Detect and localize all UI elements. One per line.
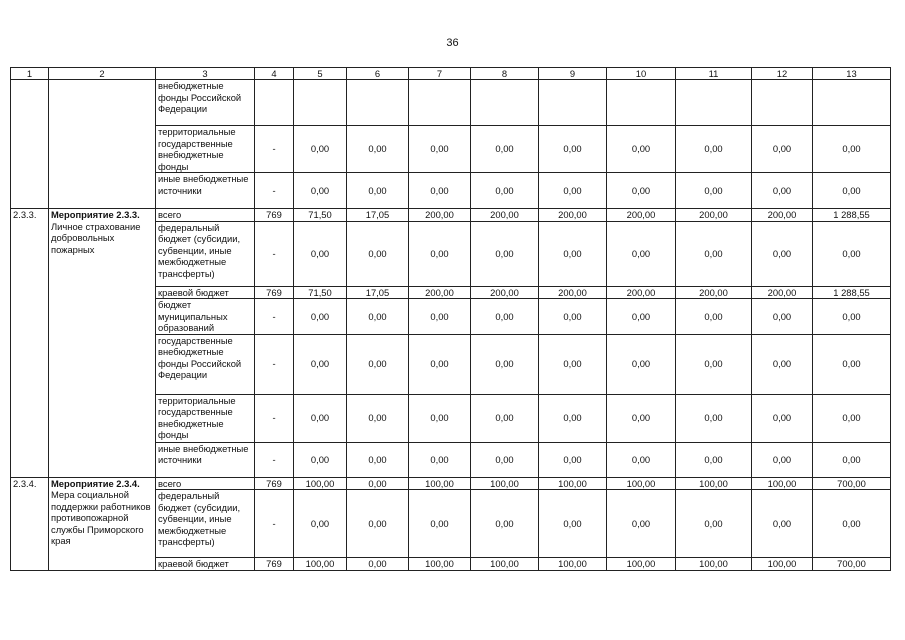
amount-cell: 0,00: [471, 126, 539, 173]
amount-cell: 0,00: [676, 126, 752, 173]
amount-cell: 0,00: [347, 477, 409, 490]
amount-cell: [294, 80, 347, 126]
funding-source: иные внебюджетные источники: [156, 442, 255, 477]
column-number-10: 10: [607, 68, 676, 80]
amount-cell: 0,00: [347, 558, 409, 571]
amount-cell: 200,00: [676, 286, 752, 299]
amount-cell: 0,00: [607, 299, 676, 335]
measure-code: 2.3.4.: [11, 477, 49, 570]
amount-cell: 0,00: [752, 442, 813, 477]
amount-cell: 100,00: [409, 477, 471, 490]
amount-cell: [539, 80, 607, 126]
amount-cell: [347, 80, 409, 126]
column-number-8: 8: [471, 68, 539, 80]
budget-code-cell: 769: [255, 286, 294, 299]
column-number-4: 4: [255, 68, 294, 80]
amount-cell: 100,00: [409, 558, 471, 571]
measure-title: Мероприятие 2.3.4.: [51, 477, 140, 489]
amount-cell: 0,00: [813, 442, 891, 477]
table-row: [11, 477, 891, 490]
amount-cell: 0,00: [471, 442, 539, 477]
amount-cell: [607, 80, 676, 126]
amount-cell: 200,00: [409, 209, 471, 222]
amount-cell: 0,00: [539, 221, 607, 286]
amount-cell: 0,00: [752, 173, 813, 209]
amount-cell: [471, 80, 539, 126]
amount-cell: 0,00: [539, 126, 607, 173]
measure-description: Личное страхование добровольных пожарных: [51, 220, 141, 255]
amount-cell: 0,00: [409, 442, 471, 477]
column-number-7: 7: [409, 68, 471, 80]
amount-cell: 0,00: [409, 490, 471, 558]
amount-cell: 0,00: [294, 490, 347, 558]
amount-cell: 0,00: [539, 299, 607, 335]
measure-code: [11, 80, 49, 209]
amount-cell: 100,00: [294, 558, 347, 571]
amount-cell: 0,00: [347, 394, 409, 442]
amount-cell: 0,00: [752, 126, 813, 173]
amount-cell: 0,00: [471, 173, 539, 209]
funding-source: внебюджетные фонды Российской Федерации: [156, 80, 255, 126]
amount-cell: 0,00: [409, 334, 471, 394]
column-number-2: 2: [49, 68, 156, 80]
amount-cell: 0,00: [752, 221, 813, 286]
amount-cell: 0,00: [409, 173, 471, 209]
amount-cell: 0,00: [471, 394, 539, 442]
budget-code-cell: -: [255, 442, 294, 477]
amount-cell: [752, 80, 813, 126]
amount-cell: 0,00: [752, 490, 813, 558]
amount-cell: 0,00: [347, 173, 409, 209]
amount-cell: 0,00: [347, 126, 409, 173]
amount-cell: 0,00: [607, 490, 676, 558]
funding-source: федеральный бюджет (субсидии, субвенции, иные межбюджетные трансферты): [156, 221, 255, 286]
amount-cell: 0,00: [539, 442, 607, 477]
funding-source: всего: [156, 477, 255, 490]
budget-code-cell: -: [255, 221, 294, 286]
funding-source: бюджет муниципальных образований: [156, 299, 255, 335]
amount-cell: 0,00: [409, 394, 471, 442]
amount-cell: 0,00: [539, 490, 607, 558]
amount-cell: 0,00: [347, 334, 409, 394]
amount-cell: 0,00: [676, 299, 752, 335]
amount-cell: 200,00: [607, 286, 676, 299]
funding-source: федеральный бюджет (субсидии, субвенции, иные межбюджетные трансферты): [156, 490, 255, 558]
amount-cell: [813, 80, 891, 126]
amount-cell: 17,05: [347, 209, 409, 222]
amount-cell: 200,00: [471, 209, 539, 222]
amount-cell: 100,00: [471, 558, 539, 571]
amount-cell: 200,00: [471, 286, 539, 299]
amount-cell: 0,00: [471, 490, 539, 558]
amount-cell: [676, 80, 752, 126]
amount-cell: 100,00: [294, 477, 347, 490]
amount-cell: 100,00: [676, 558, 752, 571]
amount-cell: 0,00: [752, 299, 813, 335]
amount-cell: 0,00: [347, 442, 409, 477]
amount-cell: 0,00: [607, 394, 676, 442]
column-number-9: 9: [539, 68, 607, 80]
amount-cell: 0,00: [471, 299, 539, 335]
column-number-1: 1: [11, 68, 49, 80]
amount-cell: 71,50: [294, 209, 347, 222]
budget-table: [10, 67, 891, 571]
amount-cell: 700,00: [813, 477, 891, 490]
budget-code-cell: -: [255, 173, 294, 209]
amount-cell: 0,00: [607, 221, 676, 286]
amount-cell: 200,00: [752, 209, 813, 222]
amount-cell: 0,00: [347, 221, 409, 286]
amount-cell: 0,00: [294, 442, 347, 477]
amount-cell: 100,00: [471, 477, 539, 490]
amount-cell: 0,00: [813, 334, 891, 394]
amount-cell: 100,00: [607, 477, 676, 490]
column-number-5: 5: [294, 68, 347, 80]
amount-cell: 0,00: [676, 442, 752, 477]
amount-cell: 0,00: [294, 126, 347, 173]
amount-cell: 100,00: [607, 558, 676, 571]
measure-name: [49, 209, 156, 478]
amount-cell: 0,00: [607, 442, 676, 477]
amount-cell: 100,00: [676, 477, 752, 490]
amount-cell: 0,00: [813, 394, 891, 442]
column-number-6: 6: [347, 68, 409, 80]
budget-code-cell: -: [255, 299, 294, 335]
amount-cell: 200,00: [539, 209, 607, 222]
amount-cell: 0,00: [752, 334, 813, 394]
budget-code-cell: -: [255, 394, 294, 442]
funding-source: краевой бюджет: [156, 558, 255, 571]
amount-cell: 1 288,55: [813, 286, 891, 299]
amount-cell: 0,00: [539, 334, 607, 394]
amount-cell: 200,00: [676, 209, 752, 222]
amount-cell: [409, 80, 471, 126]
amount-cell: 0,00: [294, 299, 347, 335]
amount-cell: 0,00: [752, 394, 813, 442]
funding-source: территориальные государственные внебюджетные фонды: [156, 394, 255, 442]
budget-code-cell: 769: [255, 477, 294, 490]
amount-cell: 0,00: [294, 221, 347, 286]
amount-cell: 200,00: [752, 286, 813, 299]
table-row: [11, 80, 891, 126]
amount-cell: 0,00: [347, 299, 409, 335]
measure-title: Мероприятие 2.3.3.: [51, 209, 140, 220]
column-number-11: 11: [676, 68, 752, 80]
amount-cell: 1 288,55: [813, 209, 891, 222]
amount-cell: 0,00: [347, 490, 409, 558]
amount-cell: 0,00: [607, 126, 676, 173]
column-number-row: [11, 68, 891, 80]
amount-cell: 100,00: [539, 558, 607, 571]
budget-code-cell: -: [255, 126, 294, 173]
budget-code-cell: -: [255, 490, 294, 558]
budget-code-cell: 769: [255, 209, 294, 222]
amount-cell: 0,00: [813, 126, 891, 173]
measure-name: [49, 80, 156, 209]
budget-code-cell: 769: [255, 558, 294, 571]
amount-cell: 100,00: [539, 477, 607, 490]
amount-cell: 100,00: [752, 558, 813, 571]
column-number-13: 13: [813, 68, 891, 80]
budget-code-cell: -: [255, 334, 294, 394]
column-number-12: 12: [752, 68, 813, 80]
amount-cell: 0,00: [409, 299, 471, 335]
budget-code-cell: [255, 80, 294, 126]
measure-description: Мера социальной поддержки работников противопожарной службы Приморского края: [51, 489, 151, 546]
amount-cell: 700,00: [813, 558, 891, 571]
amount-cell: 0,00: [409, 221, 471, 286]
amount-cell: 0,00: [294, 394, 347, 442]
amount-cell: 0,00: [813, 221, 891, 286]
amount-cell: 0,00: [607, 173, 676, 209]
amount-cell: 200,00: [607, 209, 676, 222]
amount-cell: 0,00: [294, 173, 347, 209]
column-number-3: 3: [156, 68, 255, 80]
funding-source: территориальные государственные внебюджетные фонды: [156, 126, 255, 173]
amount-cell: 0,00: [471, 221, 539, 286]
amount-cell: 0,00: [607, 334, 676, 394]
amount-cell: 0,00: [471, 334, 539, 394]
table-row: [11, 209, 891, 222]
amount-cell: 0,00: [676, 490, 752, 558]
measure-name: [49, 477, 156, 570]
funding-source: краевой бюджет: [156, 286, 255, 299]
amount-cell: 0,00: [539, 394, 607, 442]
amount-cell: 200,00: [539, 286, 607, 299]
amount-cell: 0,00: [676, 334, 752, 394]
amount-cell: 100,00: [752, 477, 813, 490]
amount-cell: 0,00: [676, 221, 752, 286]
amount-cell: 0,00: [813, 173, 891, 209]
funding-source: государственные внебюджетные фонды Российской Федерации: [156, 334, 255, 394]
amount-cell: 0,00: [813, 490, 891, 558]
amount-cell: 0,00: [409, 126, 471, 173]
funding-source: иные внебюджетные источники: [156, 173, 255, 209]
amount-cell: 0,00: [539, 173, 607, 209]
amount-cell: 200,00: [409, 286, 471, 299]
amount-cell: 0,00: [813, 299, 891, 335]
amount-cell: 17,05: [347, 286, 409, 299]
page-number: 36: [446, 37, 459, 49]
funding-source: всего: [156, 209, 255, 222]
amount-cell: 0,00: [676, 394, 752, 442]
amount-cell: 0,00: [676, 173, 752, 209]
amount-cell: 71,50: [294, 286, 347, 299]
amount-cell: 0,00: [294, 334, 347, 394]
measure-code: 2.3.3.: [11, 209, 49, 478]
